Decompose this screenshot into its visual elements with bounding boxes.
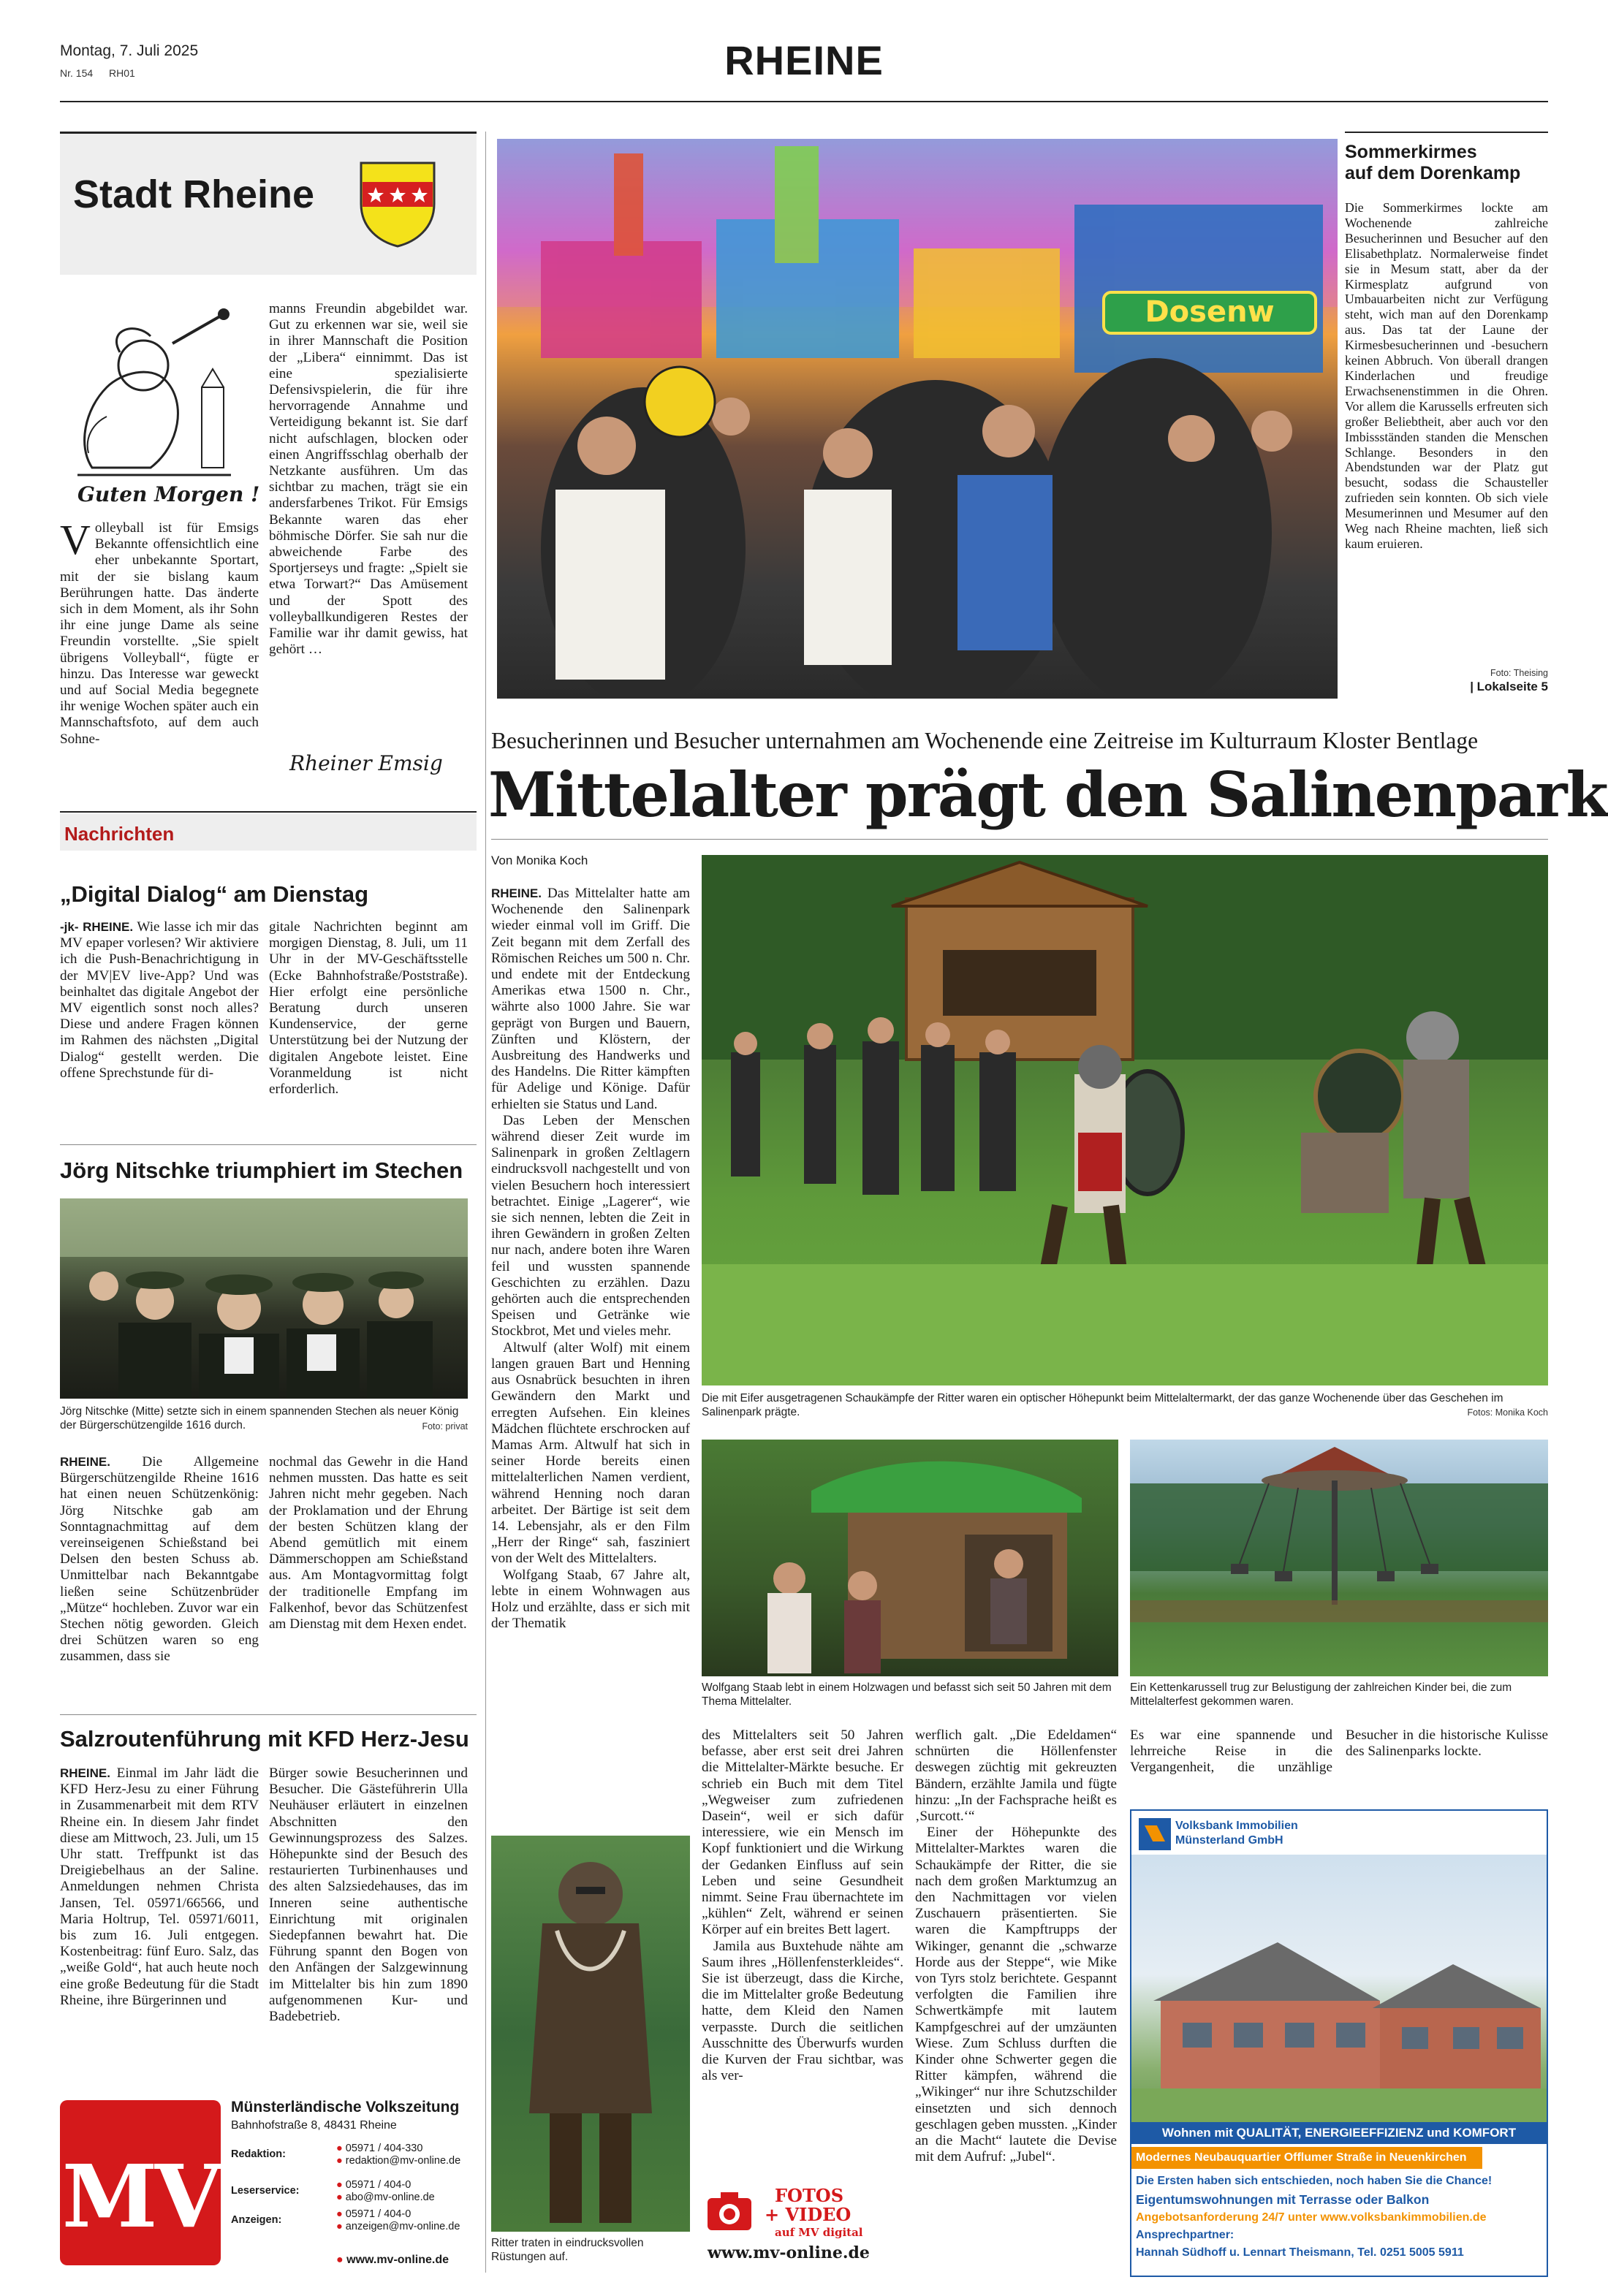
wagon-photo bbox=[702, 1440, 1118, 1676]
nitschke-caption-text: Jörg Nitschke (Mitte) setzte sich in einem spannenden Stechen als neuer König der Bürgerschützengilde 1616 durch. bbox=[60, 1405, 459, 1432]
issue-number: Nr. 154 bbox=[60, 67, 94, 79]
morning-text-1: olleyball ist für Emsigs Bekannte offensichtlich eine eher unbekannte Sportart, mit der sie bislang kaum Berührungen hatte. Das änderte sich in dem Moment, als ihr Sohn ihr eine junge Dame als seine Freundin vorstellte. „Sie spielt übrigens Volleyball“, fügte er hinzu. Das Interesse war geweckt und auf Social Media begegnete ihr wenige Wochen später auch ein Mannschaftsfoto, auf dem auch Sohne- bbox=[60, 520, 259, 747]
ad-line-2: Eigentumswohnungen mit Terrasse oder Balkon bbox=[1136, 2192, 1430, 2207]
carousel-caption: Ein Kettenkarussell trug zur Belustigung der zahlreichen Kinder bei, die zum Mittelalterfest gekommen waren. bbox=[1130, 1681, 1512, 1708]
kirmes-title-line1: Sommerkirmes bbox=[1345, 142, 1477, 162]
kirmes-title bbox=[1345, 142, 1520, 184]
main-col1-p3: Altwulf (alter Wolf) mit einem langen grauen Bart und Henning aus Osnabrück besuchten in ihren Gewändern den Markt und erregten Aufsehen. Ein kleines Mädchen flüchtete erschrocken auf Mamas Arm. Altwulf hat sich in seiner Horde bereits einen mittelalterlichen Namen verdient, während Henning noch daran arbeitet. Der Bärtige ist seit dem 14. Lebensjahr, als er den Film „Herr der Ringe“ sah, fasziniert von der Welt des Mittelalters. bbox=[491, 1339, 690, 1567]
morning-rule bbox=[60, 811, 477, 813]
knights-credit: Fotos: Monika Koch bbox=[1467, 1407, 1548, 1418]
main-column-1 bbox=[491, 886, 690, 1632]
ad-line-4: Ansprechpartner: bbox=[1136, 2229, 1235, 2241]
main-col2-p1: des Mittelalters seit 50 Jahren befasse, aber erst seit drei Jahren die Mittelalter-Märkte besuche. Er schrieb ein Buch mit dem Titel „Wegweiser zum zufriedenen Dasein“, weil er sich dafür interessiere, wie ein Mensch im Kopf funktioniert und die Wirkung der Gedanken Einfluss auf sein Leben und seine Gesundheit nimmt. Seine Frau übernachtete im „kühlen“ Zelt, während er seinen Körper auf ein breites Bett lagert. bbox=[702, 1727, 903, 1938]
leserservice-phone[interactable]: ● 05971 / 404-0 bbox=[336, 2179, 412, 2191]
nachrichten-bar bbox=[60, 814, 477, 851]
masthead-rule bbox=[60, 101, 1548, 102]
nitschke-headline: Jörg Nitschke triumphiert im Stechen bbox=[60, 1157, 463, 1183]
camera-icon bbox=[706, 2189, 753, 2232]
redaktion-email[interactable]: ● redaktion@mv-online.de bbox=[336, 2155, 461, 2167]
knight-portrait-photo bbox=[491, 1836, 690, 2232]
volksbank-logo-icon bbox=[1139, 1818, 1171, 1850]
salz-text-2: Bürger sowie Besucherinnen und Besucher. Die Gästeführerin Ulla Neuhäuser erläutert in einzelnen Abschnitten den Gewinnungsprozess des Salzes. Höhepunkte sind der Besuch des restaurierten Turbinenhauses und des alten Salzsiedehauses, das im Inneren seine authentische Einrichtung mit originalen Siedepfannen bewahrt hat. Die Führung spannt den Bogen von den Anfängen der Salzgewinnung im Mittelalter bis hin zum 1890 aufgenommenen Kur- und Badebetrieb. bbox=[269, 1765, 468, 2025]
mv-logo-text: MV bbox=[61, 2145, 219, 2247]
main-headline: Mittelalter prägt den Salinenpark bbox=[488, 759, 1607, 831]
nitschke-photo bbox=[60, 1198, 468, 1399]
knights-caption: Die mit Eifer ausgetragenen Schaukämpfe der Ritter waren ein optischer Höhepunkt beim Mittelaltermarkt, der das ganze Wochenende über das Geschehen im Salinenpark prägte. bbox=[702, 1392, 1503, 1418]
section-title: RHEINE bbox=[724, 37, 884, 83]
label-redaktion: Redaktion: bbox=[231, 2148, 286, 2160]
morning-dropcap: V bbox=[60, 516, 91, 563]
contact-row-leserservice bbox=[231, 2179, 479, 2208]
ad-house-image bbox=[1131, 1855, 1547, 2122]
video-promo[interactable] bbox=[702, 2179, 914, 2267]
nitschke-column-1 bbox=[60, 1454, 259, 1665]
ad-banner-2: Modernes Neubauquartier Offlumer Straße in Neuenkirchen bbox=[1131, 2147, 1482, 2169]
morning-text-2: manns Freundin abgebildet war. Gut zu erkennen war sie, weil sie in ihrer Mannschaft die Position der „Libera“ einnimmt. Das ist eine spezialisierte Defensivspielerin, die für ihre hervorragende Annahme und Verteidigung bekannt ist. Sie darf nicht aufschlagen, blocken oder einen Angriffsschlag oberhalb der Netzkante ausführen. Um das sichtbar zu machen, trägt sie ein andersfarbenes Trikot. Für Emsigs Bekannte waren das eher böhmische Dörfer. Sie sah nur die abweichende Farbe des Sportjerseys und fragte: „Spielt sie etwa Torwart?“ Das Amüsement und der Spott des volleyballkundigeren Restes der Familie war ihr damit gewiss, hat gehört … bbox=[269, 301, 468, 658]
digital-headline: „Digital Dialog“ am Dienstag bbox=[60, 881, 369, 907]
leserservice-email[interactable]: ● abo@mv-online.de bbox=[336, 2192, 435, 2203]
morning-column-1 bbox=[60, 516, 259, 748]
nitschke-text-2: nochmal das Gewehr in die Hand nehmen mussten. Das hatte es seit Jahren nicht mehr gegeben. Nach der Proklamation und der Ehrung der besten Schützen klang der Abend gemütlich mit einem Dämmerschoppen am Schießstand aus. Am Montagvormittag folgt der traditionelle Empfang im Falkenhof, bevor das Schützenfest am Dienstag mit dem Hexen endet. bbox=[269, 1454, 468, 1632]
cartoon-emsig-icon bbox=[63, 300, 246, 490]
kirmes-body bbox=[1345, 200, 1548, 552]
salz-column-2 bbox=[269, 1765, 468, 2025]
digital-column-1 bbox=[60, 919, 259, 1082]
ad-line-5[interactable]: Hannah Südhoff u. Lennart Theismann, Tel. 0251 5005 5911 bbox=[1136, 2246, 1464, 2259]
wagon-caption: Wolfgang Staab lebt in einem Holzwagen und befasst sich seit 50 Jahren mit dem Thema Mittelalter. bbox=[702, 1681, 1112, 1708]
promo-line3: auf MV digital bbox=[775, 2226, 863, 2239]
main-col1-p4: Wolfgang Staab, 67 Jahre alt, lebte in einem Wohnwagen aus Holz und erzählte, dass er sich mit der Thematik bbox=[491, 1567, 690, 1632]
knights-photo bbox=[702, 855, 1548, 1385]
carousel-photo bbox=[1130, 1440, 1548, 1676]
main-column-3 bbox=[915, 1727, 1117, 2165]
anzeigen-email[interactable]: ● anzeigen@mv-online.de bbox=[336, 2221, 460, 2232]
nitschke-credit: Foto: privat bbox=[422, 1421, 468, 1432]
ad-banner-1: Wohnen mit QUALITÄT, ENERGIEEFFIZIENZ und KOMFORT bbox=[1131, 2122, 1547, 2144]
top-photo-rule bbox=[1345, 132, 1548, 133]
main-col1-p2: Das Leben der Menschen während dieser Zeit wurde im Salinenpark in großen Zeltlagern eindrucksvoll nachgestellt und von vielen Besuchern hoch interessiert betrachtet. Einige „Lagerer“, wie sie sich nennen, lebten die Zeit in ihren Gewändern in großen Zelten nur nach, andere boten ihre Waren feil und wussten spannende Geschichten zu erzählen. Dazu gehörten auch die entsprechenden Speisen und Getränke wie Stockbrot, Met und vieles mehr. bbox=[491, 1112, 690, 1339]
nitschke-text-1: Die Allgemeine Bürgerschützengilde Rheine 1616 hat einen neuen Schützenkönig: Jörg Nitschke gab am Sonntagnachmittag auf dem vereinseigenen Schießstand bei Delsen den besten Schuss ab. Unmittelbar nach Bekanntgabe ließen seine Schützenbrüder „Mütze“ hochleben. Zuvor war ein Stechen nötig geworden. Gleich drei Schützen waren so eng zusammen, dass sie bbox=[60, 1454, 259, 1665]
column-separator bbox=[485, 132, 486, 2273]
main-byline: Von Monika Koch bbox=[491, 854, 588, 867]
ad-line-3[interactable]: Angebotsanforderung 24/7 unter www.volksbankimmobilien.de bbox=[1136, 2211, 1487, 2224]
digital-column-2 bbox=[269, 919, 468, 1098]
footer-address: Bahnhofstraße 8, 48431 Rheine bbox=[231, 2119, 397, 2132]
kirmes-credit: Foto: Theising bbox=[1490, 668, 1548, 678]
main-col3-p1: werflich galt. „Die Edeldamen“ schnürten die Höllenfenster deswegen züchtig mit gekreuzten Bändern, erzählte Jamila und fügte hinzu: „In der Fachsprache heißt es ‚Surcott.‘“ bbox=[915, 1727, 1117, 1825]
cartoon-caption: Guten Morgen ! bbox=[77, 482, 260, 506]
main-col3-p2: Einer der Höhepunkte des Mittelalter-Marktes waren die Schaukämpfe der Ritter, die sie nach dem großen Marktumzug an den Nachmittagen vor vielen Zuschauern präsentierten. Sie waren die Kampftrupps der Wikinger, genannt die „schwarze Horde aus der Steppe“, wie Mike von Tyrs stolz berichtete. Gespannt verfolgten die Familien ihre Schwertkämpfe mit lautem Kampfgeschrei auf der umzäunten Wiese. Zum Schluss durften die Kinder ohne Schwerter gegen die Ritter kämpfen, während die „Wikinger“ nur ihre Schutzschilder einsetzten und sich dennoch geschlagen geben mussten. „Kinder an die Macht“ lautete die Devise mit dem Aufruf: „Jubel“. bbox=[915, 1825, 1117, 2165]
footer-web-link[interactable]: ● www.mv-online.de bbox=[336, 2254, 449, 2266]
promo-url[interactable]: www.mv-online.de bbox=[708, 2243, 870, 2262]
edition-code: RH01 bbox=[109, 67, 135, 79]
redaktion-phone[interactable]: ● 05971 / 404-330 bbox=[336, 2143, 423, 2154]
ad-line-1: Die Ersten haben sich entschieden, noch haben Sie die Chance! bbox=[1136, 2175, 1493, 2187]
ad-brand-2: Münsterland GmbH bbox=[1175, 1834, 1283, 1847]
anzeigen-phone[interactable]: ● 05971 / 404-0 bbox=[336, 2208, 412, 2220]
kirmes-ref[interactable]: | Lokalseite 5 bbox=[1470, 680, 1548, 693]
stadt-box bbox=[60, 132, 477, 275]
digital-place: RHEINE. bbox=[83, 920, 134, 934]
headline-rule bbox=[491, 839, 1548, 840]
promo-line2: + VIDEO bbox=[765, 2204, 852, 2225]
salz-text-1: Einmal im Jahr lädt die KFD Herz-Jesu zu einer Führung in Zusammenarbeit mit dem RTV Rheine ein. In diesem Jahr findet diese am Mittwoch, 23. Juli, um 15 Uhr statt. Treffpunkt ist das Dreigiebelhaus an der Saline. Anmeldungen nehmen Christa Jansen, Tel. 05971/66566, und Maria Holtrup, Tel. 05971/6011, bis zum 16. Juli entgegen. Kostenbeitrag: fünf Euro. Salz, das „weiße Gold“, hat auch heute noch eine große Bedeutung für die Stadt Rheine, ihre Bürgerinnen und bbox=[60, 1765, 259, 2008]
main-place: RHEINE. bbox=[491, 886, 542, 900]
nitschke-column-2 bbox=[269, 1454, 468, 1632]
salz-column-1 bbox=[60, 1765, 259, 2009]
morning-column-2 bbox=[269, 301, 468, 658]
label-leserservice: Leserservice: bbox=[231, 2185, 300, 2197]
kirmes-photo bbox=[497, 139, 1338, 699]
nitschke-place: RHEINE. bbox=[60, 1455, 110, 1469]
ad-brand-1: Volksbank Immobilien bbox=[1175, 1820, 1298, 1832]
nitschke-rule bbox=[60, 1714, 477, 1715]
kirmes-sign-text: Dosenw bbox=[1145, 295, 1275, 329]
footer-contacts bbox=[231, 2143, 479, 2252]
nachrichten-label: Nachrichten bbox=[64, 823, 175, 845]
salz-place: RHEINE. bbox=[60, 1766, 110, 1780]
contact-row-redaktion bbox=[231, 2143, 479, 2179]
digital-byline: -jk- bbox=[60, 920, 79, 934]
main-col2-p2: Jamila aus Buxtehude nähte am Saum ihres „Höllenfensterkleides“. Sie ist überzeugt, dass die Kirche, die im Mittelalter große Bedeutung hatte, dem Kleid den Namen verpasste. Durch die seitlichen Ausschnitte des Überwurfs wurden die Kurven der Frau sichtbar, was als ver- bbox=[702, 1938, 903, 2084]
footer-name: Münsterländische Volkszeitung bbox=[231, 2099, 460, 2116]
main-col1-p1: RHEINE. Das Mittelalter hatte am Wochenende den Salinenpark wieder einmal voll im Griff. Die Zeit begann mit dem Zerfall des Römischen Reiches um 500 n. Chr. und endete mit der Entdeckung Amerikas etwa 1500 n. Chr., währte also 1000 Jahre. Sie war geprägt von Burgen und Bauern, Zünften und Klöstern, der Ausbreitung des Handwerks und des Handelns. Die Ritter kämpften für Adelige und Könige. Dafür erhielten sie Status und Land. bbox=[491, 886, 690, 1112]
main-column-4 bbox=[1130, 1727, 1548, 1776]
label-anzeigen: Anzeigen: bbox=[231, 2214, 282, 2226]
salz-headline: Salzroutenführung mit KFD Herz-Jesu bbox=[60, 1726, 469, 1752]
digital-rule bbox=[60, 1144, 477, 1145]
stadt-title: Stadt Rheine bbox=[73, 172, 315, 216]
main-col4-p1: Es war eine spannende und lehrreiche Reise in die Vergangenheit, die unzählige Besucher in die historische Kulisse des Salinenparks lockte. bbox=[1130, 1727, 1548, 1776]
promo-line1: FOTOS bbox=[775, 2185, 844, 2206]
main-column-2 bbox=[702, 1727, 903, 2084]
kirmes-title-line2: auf dem Dorenkamp bbox=[1345, 163, 1521, 183]
kirmes-text: Die Sommerkirmes lockte am Wochenende zahlreiche Besucherinnen und Besucher auf den Elisabethplatz. Normalerweise findet sie in Mesum statt, aber da der Kirmesplatz aufgrund von Umbauarbeiten nicht zur Verfügung steht, wich man auf den Dorenkamp aus. Das tat der Laune der Kirmesbesucherinnen und -besuchern keinen Abbruch. Von überall drangen Kinderlachen und freudige Erwachsenenstimmen in die Ohren. Vor allem die Karussells erfreuten sich großer Beliebtheit, aber auch vor den Imbissständen standen die Menschen Schlange. Besonders in den Abendstunden war der Platz gut besucht, sodass die Schausteller zufrieden sein konnten. Ob sich viele Mesumerinnen und Mesumer auf den Weg nach Rheine machten, ließ sich kaum eruieren. bbox=[1345, 200, 1548, 551]
coat-of-arms-icon bbox=[358, 160, 437, 248]
nitschke-caption bbox=[60, 1404, 468, 1434]
digital-text-1: Wie lasse ich mir das MV epaper vorlesen? Wir aktiviere ich die Push-Benachrichtigung in der MV|EV live-App? Und was beinhaltet das digitale Angebot der MV eigentlich sonst noch alles? Diese und andere Fragen können im Rahmen des nächsten „Digital Dialog“ gestellt werden. Die offene Sprechstunde für di- bbox=[60, 919, 259, 1081]
digital-text-2: gitale Nachrichten beginnt am morgigen Dienstag, 8. Juli, um 11 Uhr in der MV-Geschäftsstelle (Ecke Bahnhofstraße/Poststraße). Hier erfolgt eine persönliche Beratung durch unseren Kundenservice, der gerne Unterstützung bei der Nutzung der digitalen Angebote leistet. Eine Voranmeldung ist nicht erforderlich. bbox=[269, 919, 468, 1098]
mv-logo bbox=[60, 2100, 221, 2265]
volksbank-ad[interactable] bbox=[1130, 1809, 1548, 2277]
contact-row-anzeigen bbox=[231, 2208, 479, 2252]
masthead-date: Montag, 7. Juli 2025 bbox=[60, 42, 199, 59]
morning-signature: Rheiner Emsig bbox=[289, 751, 443, 775]
knight-portrait-caption: Ritter traten in eindrucksvollen Rüstungen auf. bbox=[491, 2237, 644, 2263]
main-kicker: Besucherinnen und Besucher unternahmen am Wochenende eine Zeitreise im Kulturraum Kloster Bentlage bbox=[491, 728, 1479, 753]
